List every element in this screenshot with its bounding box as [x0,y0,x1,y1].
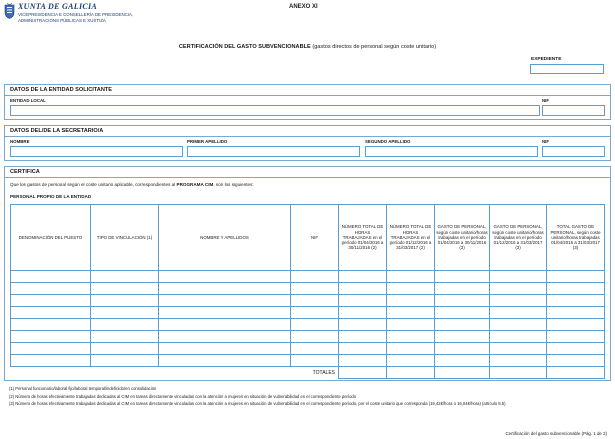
table-cell[interactable] [339,319,387,331]
table-cell[interactable] [291,319,339,331]
total-gasto-periodo-1[interactable] [435,367,490,379]
table-cell[interactable] [387,271,435,283]
certifica-section [4,166,611,381]
table-row [11,295,605,307]
department-line-2: ADMINISTRACIÓNS PÚBLICAS E XUSTIZA [18,18,106,23]
section-divider [5,177,610,178]
table-cell[interactable] [159,355,291,367]
total-gasto-total[interactable] [547,367,605,379]
table-cell[interactable] [547,295,605,307]
table-cell[interactable] [291,295,339,307]
department-line-1: VICEPRESIDENCIA E CONSELLERÍA DE PRESIDENCIA, [18,12,134,17]
table-cell[interactable] [291,307,339,319]
table-row [11,271,605,283]
table-cell[interactable] [547,343,605,355]
col-header-gasto-periodo-2: GASTO DE PERSONAL, según coste unitario/horas trabajadas en el período 01/12/2016 a 31/03/2017 (3) [490,205,547,271]
table-cell[interactable] [435,307,490,319]
table-cell[interactable] [11,355,91,367]
table-cell[interactable] [291,283,339,295]
table-cell[interactable] [91,355,159,367]
col-header-horas-periodo-2: NÚMERO TOTAL DE HORAS TRABAJADAS en el período 01/12/2016 a 31/03/2017 (2) [387,205,435,271]
table-cell[interactable] [11,331,91,343]
secretario-nif-label: NIF [542,139,550,144]
apellido1-field[interactable] [187,146,360,157]
title-bold: CERTIFICACIÓN DEL GASTO SUBVENCIONABLE [178,44,311,50]
footnotes [9,385,609,408]
table-cell[interactable] [11,319,91,331]
table-cell[interactable] [490,343,547,355]
table-cell[interactable] [387,355,435,367]
table-cell[interactable] [159,343,291,355]
secretario-section [4,125,611,161]
table-cell[interactable] [490,283,547,295]
table-cell[interactable] [435,331,490,343]
entidad-local-label: ENTIDAD LOCAL [10,98,46,103]
table-cell[interactable] [435,295,490,307]
table-cell[interactable] [547,355,605,367]
table-row [11,307,605,319]
nombre-field[interactable] [10,146,183,157]
entidad-local-field[interactable] [10,105,540,116]
table-cell[interactable] [339,343,387,355]
statement-program: PROGRAMA CIM [176,182,214,187]
table-cell[interactable] [490,331,547,343]
table-row [11,283,605,295]
col-header-total-gasto: TOTAL GASTO DE PERSONAL, según coste unitario/horas trabajadas 01/04/2016 a 31/03/2017 (3) [547,205,605,271]
table-cell[interactable] [547,307,605,319]
table-row [11,331,605,343]
org-name: XUNTA DE GALICIA [18,2,98,11]
table-cell[interactable] [291,271,339,283]
table-cell[interactable] [91,319,159,331]
table-cell[interactable] [435,355,490,367]
table-cell[interactable] [339,271,387,283]
table-cell[interactable] [11,343,91,355]
expediente-label: EXPEDIENTE [531,57,562,62]
coat-of-arms-icon [4,3,15,19]
table-cell[interactable] [490,355,547,367]
table-cell[interactable] [387,331,435,343]
table-cell[interactable] [91,271,159,283]
table-cell[interactable] [159,307,291,319]
table-cell[interactable] [91,331,159,343]
total-horas-periodo-2[interactable] [387,367,435,379]
table-cell[interactable] [387,307,435,319]
col-header-nombre: NOMBRE Y APELLIDOS [159,205,291,271]
page-footer: Certificación del gasto subvencionable (Pág. 1 de 2) [505,431,607,436]
total-gasto-periodo-2[interactable] [490,367,547,379]
totales-label: TOTALES [11,367,339,379]
table-cell[interactable] [339,283,387,295]
annex-label: ANEXO XI [289,4,318,10]
footnote-1: (1) Personal funcionario/laboral fijo/laboral temporal/indefinido/en consolidación [9,386,157,391]
apellido1-label: PRIMER APELLIDO [187,139,228,144]
nombre-label: NOMBRE [10,139,30,144]
certifica-title: CERTIFICA [10,169,40,175]
section-divider [5,136,610,137]
table-cell[interactable] [11,283,91,295]
statement-pre: Que los gastos de personal según el coste unitario aplicable, correspondientes al [10,182,177,187]
table-cell[interactable] [11,307,91,319]
table-cell[interactable] [435,319,490,331]
table-cell[interactable] [159,331,291,343]
table-row [11,355,605,367]
table-row [11,343,605,355]
table-cell[interactable] [91,283,159,295]
col-header-nif: NIF [291,205,339,271]
table-cell[interactable] [435,283,490,295]
secretario-nif-field[interactable] [542,146,605,157]
table-cell[interactable] [387,343,435,355]
certifica-statement [10,182,254,187]
document-title [0,44,615,50]
table-cell[interactable] [387,319,435,331]
table-cell[interactable] [91,307,159,319]
document-header [4,3,611,27]
table-cell[interactable] [547,271,605,283]
table-cell[interactable] [91,343,159,355]
table-cell[interactable] [547,283,605,295]
table-cell[interactable] [339,307,387,319]
apellido2-label: SEGUNDO APELLIDO [365,139,411,144]
table-cell[interactable] [291,343,339,355]
col-header-horas-periodo-1: NÚMERO TOTAL DE HORAS TRABAJADAS en el período 01/04/2016 a 30/11/2016 (2) [339,205,387,271]
personal-propio-label: PERSONAL PROPIO DE LA ENTIDAD [10,194,92,199]
col-header-gasto-periodo-1: GASTO DE PERSONAL, según coste unitario/horas trabajadas en el período 01/04/2016 a 30/11/2016 (3) [435,205,490,271]
table-cell[interactable] [490,307,547,319]
table-cell[interactable] [159,283,291,295]
table-cell[interactable] [159,295,291,307]
expediente-field[interactable] [530,64,604,74]
col-header-denominacion: DENOMINACIÓN DEL PUESTO [11,205,91,271]
xunta-logo [4,3,133,23]
table-cell[interactable] [339,331,387,343]
statement-post: , son los siguientes: [213,182,254,187]
table-cell[interactable] [490,319,547,331]
table-row [11,319,605,331]
total-horas-periodo-1[interactable] [339,367,387,379]
personal-table [10,204,605,379]
table-cell[interactable] [11,271,91,283]
table-cell[interactable] [547,331,605,343]
table-cell[interactable] [11,295,91,307]
table-cell[interactable] [339,295,387,307]
entidad-section [4,84,611,120]
footnote-3: (3) Número de horas efectivamente trabajadas dedicadas al CIM en tareas directamente vinculadas con la atención a mujeres en situación de vulnerabilidad en el correspondiente período, por el coste unitario que corresponda (19,42€/hora o 16,04€/hora) (artículo 8.5) [9,401,506,406]
entidad-nif-label: NIF [542,98,550,103]
table-cell[interactable] [490,295,547,307]
table-cell[interactable] [547,319,605,331]
table-cell[interactable] [291,355,339,367]
table-cell[interactable] [387,295,435,307]
section-divider [5,95,610,96]
table-cell[interactable] [490,271,547,283]
table-cell[interactable] [91,295,159,307]
title-rest: (gastos directos de personal según coste unitario) [310,44,437,50]
table-cell[interactable] [159,271,291,283]
entidad-title: DATOS DE LA ENTIDAD SOLICITANTE [10,87,113,93]
table-cell[interactable] [435,343,490,355]
table-cell[interactable] [435,271,490,283]
table-cell[interactable] [159,319,291,331]
entidad-nif-field[interactable] [542,105,605,116]
table-cell[interactable] [339,355,387,367]
apellido2-field[interactable] [365,146,538,157]
table-cell[interactable] [387,283,435,295]
secretario-title: DATOS DEL/DE LA SECRETARIO/A [10,128,104,134]
table-cell[interactable] [291,331,339,343]
footnote-2: (2) Número de horas efectivamente trabajadas dedicadas al CIM en tareas directamente vinculadas con la atención a mujeres en situación de vulnerabilidad en el correspondiente período [9,393,357,399]
col-header-tipo-vinculacion: TIPO DE VINCULACIÓN (1) [91,205,159,271]
